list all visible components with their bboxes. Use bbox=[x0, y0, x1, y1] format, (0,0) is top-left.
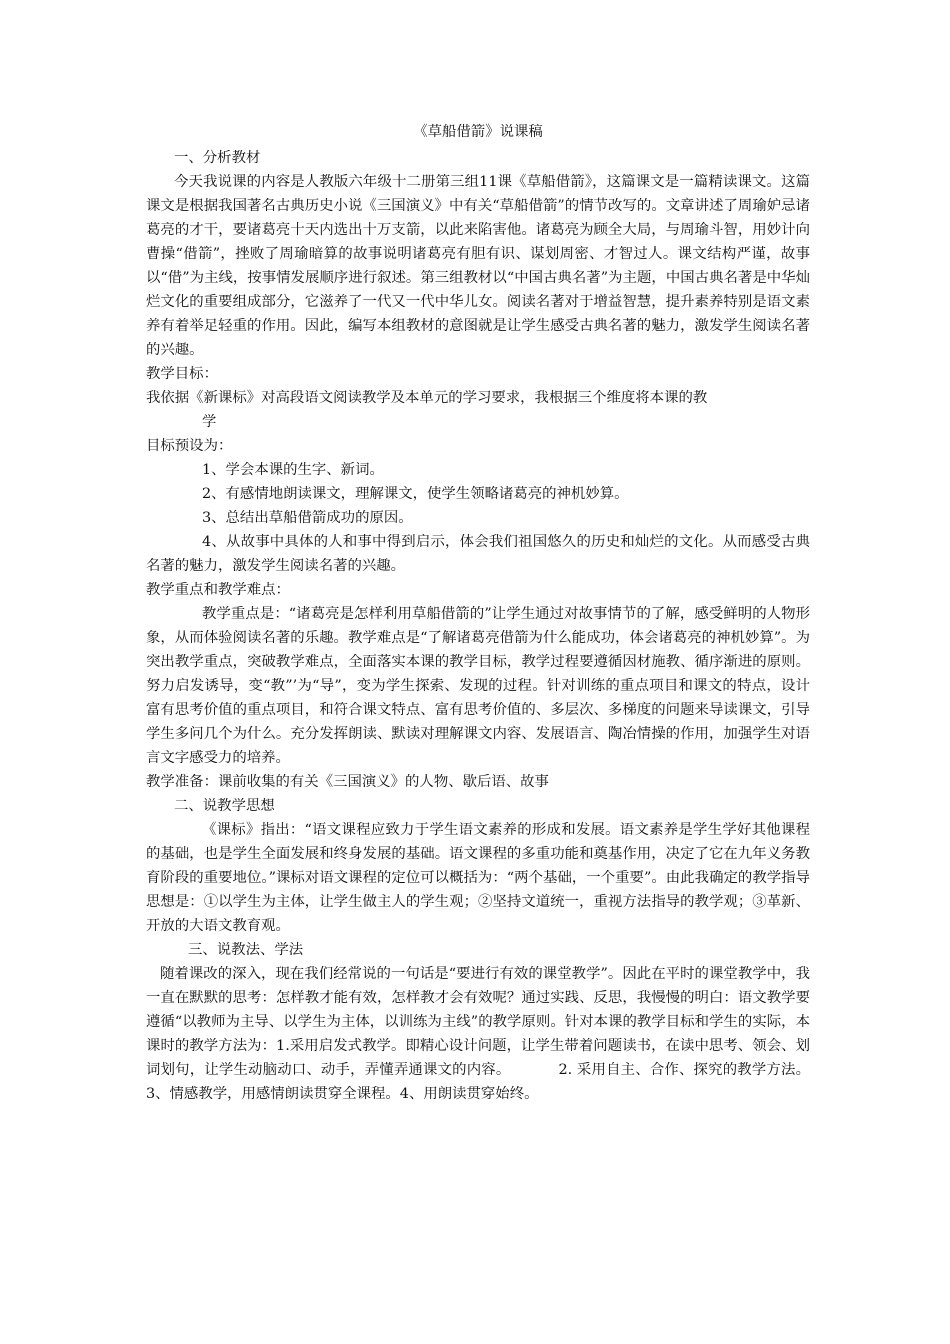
key-points-label: 教学重点和教学难点： bbox=[146, 582, 290, 598]
section1-heading: 一、分析教材 bbox=[174, 150, 261, 166]
section3-paragraph-part-b: 2. 采用自主、合作、探究的教学方法。3、情感教学，用感情朗读贯穿全课程。4、用朗读贯穿始终。 bbox=[146, 1062, 810, 1102]
preparation-line: 教学准备：课前收集的有关《三国演义》的人物、歇后语、故事 bbox=[146, 774, 549, 790]
goal-item-3: 3、总结出草船借箭成功的原因。 bbox=[202, 510, 413, 526]
section1-paragraph: 今天我说课的内容是人教版六年级十二册第三组11课《草船借箭》，这篇课文是一篇精读课文。这篇课文是根据我国著名古典历史小说《三国演义》中有关“草船借箭”的情节改写的。文章讲述了周瑜妒忌诸葛亮的才干，要诸葛亮十天内选出十万支箭，以此来陷害他。诸葛亮为顾全大局，与周瑜斗智，用妙计向曹操“借箭”，挫败了周瑜暗算的故事说明诸葛亮有胆有识、谋划周密、才智过人。课文结构严谨，故事以“借”为主线，按事情发展顺序进行叙述。第三组教材以“中国古典名著”为主题，中国古典名著是中华灿烂文化的重要组成部分，它滋养了一代又一代中华儿女。阅读名著对于增益智慧，提升素养特别是语文素养有着举足轻重的作用。因此，编写本组教材的意图就是让学生感受古典名著的魅力，激发学生阅读名著的兴趣。 bbox=[146, 174, 810, 358]
goal-item-2: 2、有感情地朗读课文，理解课文，使学生领略诸葛亮的神机妙算。 bbox=[202, 486, 629, 502]
goal-item-4: 4、从故事中具体的人和事中得到启示，体会我们祖国悠久的历史和灿烂的文化。从而感受古典名著的魅力，激发学生阅读名著的兴趣。 bbox=[146, 534, 810, 574]
section2-heading: 二、说教学思想 bbox=[174, 798, 275, 814]
key-points-paragraph: 教学重点是：“诸葛亮是怎样利用草船借箭的”让学生通过对故事情节的了解，感受鲜明的人物形象，从而体验阅读名著的乐趣。教学难点是“了解诸葛亮借箭为什么能成功，体会诸葛亮的神机妙算”。为突出教学重点，突破教学难点，全面落实本课的教学目标，教学过程要遵循因材施教、循序渐进的原则。努力启发诱导，变“教”’为“导”，变为学生探索、发现的过程。针对训练的重点项目和课文的特点，设计富有思考价值的重点项目，和符合课文特点、富有思考价值的、多层次、多梯度的问题来导读课文，引导学生多问几个为什么。充分发挥朗读、默读对理解课文内容、发展语言、陶冶情操的作用，加强学生对语言文字感受力的培养。 bbox=[146, 606, 810, 766]
goals-label: 教学目标： bbox=[146, 366, 218, 382]
goals-intro-line1: 我依据《新课标》对高段语文阅读教学及本单元的学习要求，我根据三个维度将本课的教 bbox=[146, 390, 708, 406]
goal-item-1: 1、学会本课的生字、新词。 bbox=[202, 462, 384, 478]
section3-paragraph bbox=[146, 962, 810, 1106]
goals-intro-line2: 学 bbox=[202, 414, 217, 430]
section2-paragraph: 《课标》指出：“语文课程应致力于学生语文素养的形成和发展。语文素养是学生学好其他课程的基础，也是学生全面发展和终身发展的基础。语文课程的多重功能和奠基作用，决定了它在九年义务教育阶段的重要地位。”课标对语文课程的定位可以概括为：“两个基础，一个重要”。由此我确定的教学指导思想是：①以学生为主体，让学生做主人的学生观；②坚持文道统一，重视方法指导的教学观；③革新、开放的大语文教育观。 bbox=[146, 822, 810, 934]
document-page bbox=[146, 120, 810, 1106]
section3-heading: 三、说教法、学法 bbox=[188, 942, 304, 958]
section3-paragraph-part-a: 随着课改的深入，现在我们经常说的一句话是“要进行有效的课堂教学”。因此在平时的课堂教学中，我一直在默默的思考：怎样教才能有效，怎样教才会有效呢？通过实践、反思，我慢慢的明白：语文教学要遵循“以教师为主导、以学生为主体，以训练为主线”的教学原则。针对本课的教学目标和学生的实际，本课时的教学方法为：1.采用启发式教学。即精心设计问题，让学生带着问题读书，在读中思考、领会、划词划句，让学生动脑动口、动手，弄懂弄通课文的内容。 bbox=[146, 966, 810, 1078]
goals-set-label: 目标预设为： bbox=[146, 438, 233, 454]
document-title: 《草船借箭》说课稿 bbox=[413, 124, 543, 140]
